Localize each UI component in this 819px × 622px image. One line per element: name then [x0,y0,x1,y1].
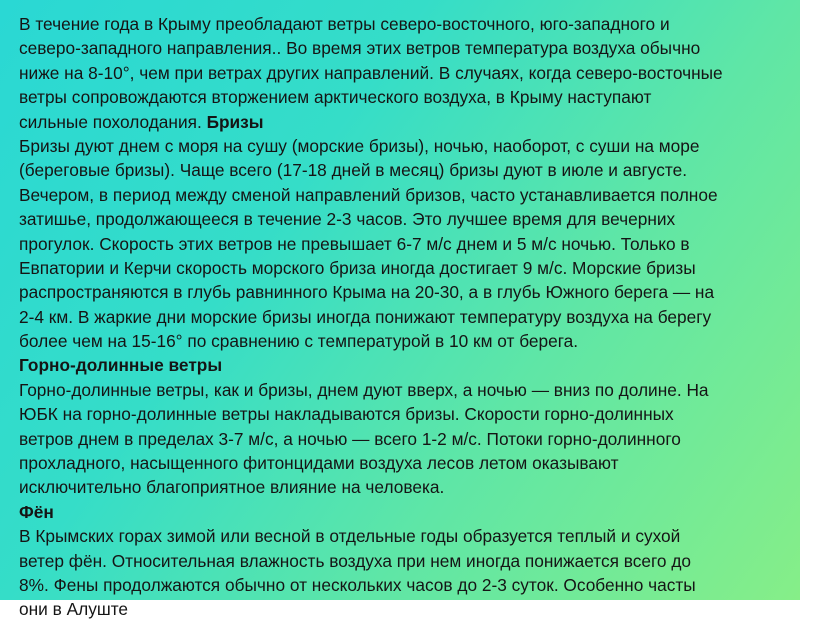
intro-line: северо-западного направления.. Во время этих ветров температура воздуха обычно [19,38,701,59]
mountain-winds-line: исключительно благоприятное влияние на человека. [19,477,445,498]
breezes-line: 2-4 км. В жаркие дни морские бризы иногда понижают температуру воздуха на берегу [19,306,712,327]
breezes-line: затишье, продолжающееся в течение 2-3 часов. Это лучшее время для вечерних [19,209,676,230]
slide-text [19,12,819,620]
mountain-winds-line: прохладного, насыщенного фитонцидами воздуха лесов летом оказывают [19,453,619,474]
intro-last-line [19,110,819,134]
breezes-line: (береговые бризы). Чаще всего (17-18 дней в месяц) бризы дуют в июле и августе. [19,160,688,181]
breezes-line: прогулок. Скорость этих ветров не превышает 6-7 м/с днем и 5 м/с ночью. Только в [19,233,690,254]
breezes-line: Бризы дуют днем с моря на сушу (морские бризы), ночью, наоборот, с суши на море [19,135,700,156]
mountain-winds-line: ветров днем в пределах 3-7 м/с, а ночью — всего 1-2 м/с. Потоки горно-долинного [19,428,681,449]
foehn-cut-line: они в Алуште [19,599,129,620]
intro-line: В течение года в Крыму преобладают ветры северо-восточного, юго-западного и [19,14,670,34]
intro-line: ветры сопровождаются вторжением арктического воздуха, в Крыму наступают [19,87,652,108]
breezes-line: Вечером, в период между сменой направлений бризов, часто устанавливается полное [19,184,718,205]
breezes-heading: Бризы [206,111,264,132]
intro-line-text: сильные похолодания. [19,111,207,132]
foehn-line: В Крымских горах зимой или весной в отдельные годы образуется теплый и сухой [19,526,681,547]
breezes-line: распространяются в глубь равнинного Крыма на 20-30, а в глубь Южного берега — на [19,282,715,303]
breezes-line: более чем на 15-16° по сравнению с температурой в 10 км от берега. [19,331,579,352]
breezes-line: Евпатории и Керчи скорость морского бриза иногда достигает 9 м/с. Морские бризы [19,257,696,278]
intro-line: ниже на 8-10°, чем при ветрах других направлений. В случаях, когда северо-восточные [19,62,723,83]
mountain-winds-line: ЮБК на горно-долинные ветры накладываются бризы. Скорости горно-долинных [19,404,674,425]
mountain-winds-line: Горно-долинные ветры, как и бризы, днем дуют вверх, а ночью — вниз по долине. На [19,379,709,400]
mountain-winds-heading: Горно-долинные ветры [19,355,223,376]
foehn-line: ветер фён. Относительная влажность воздуха при нем иногда понижается всего до [19,550,692,571]
foehn-heading: Фён [19,501,54,522]
foehn-line: 8%. Фены продолжаются обычно от нескольких часов до 2-3 суток. Особенно часты [19,574,696,595]
